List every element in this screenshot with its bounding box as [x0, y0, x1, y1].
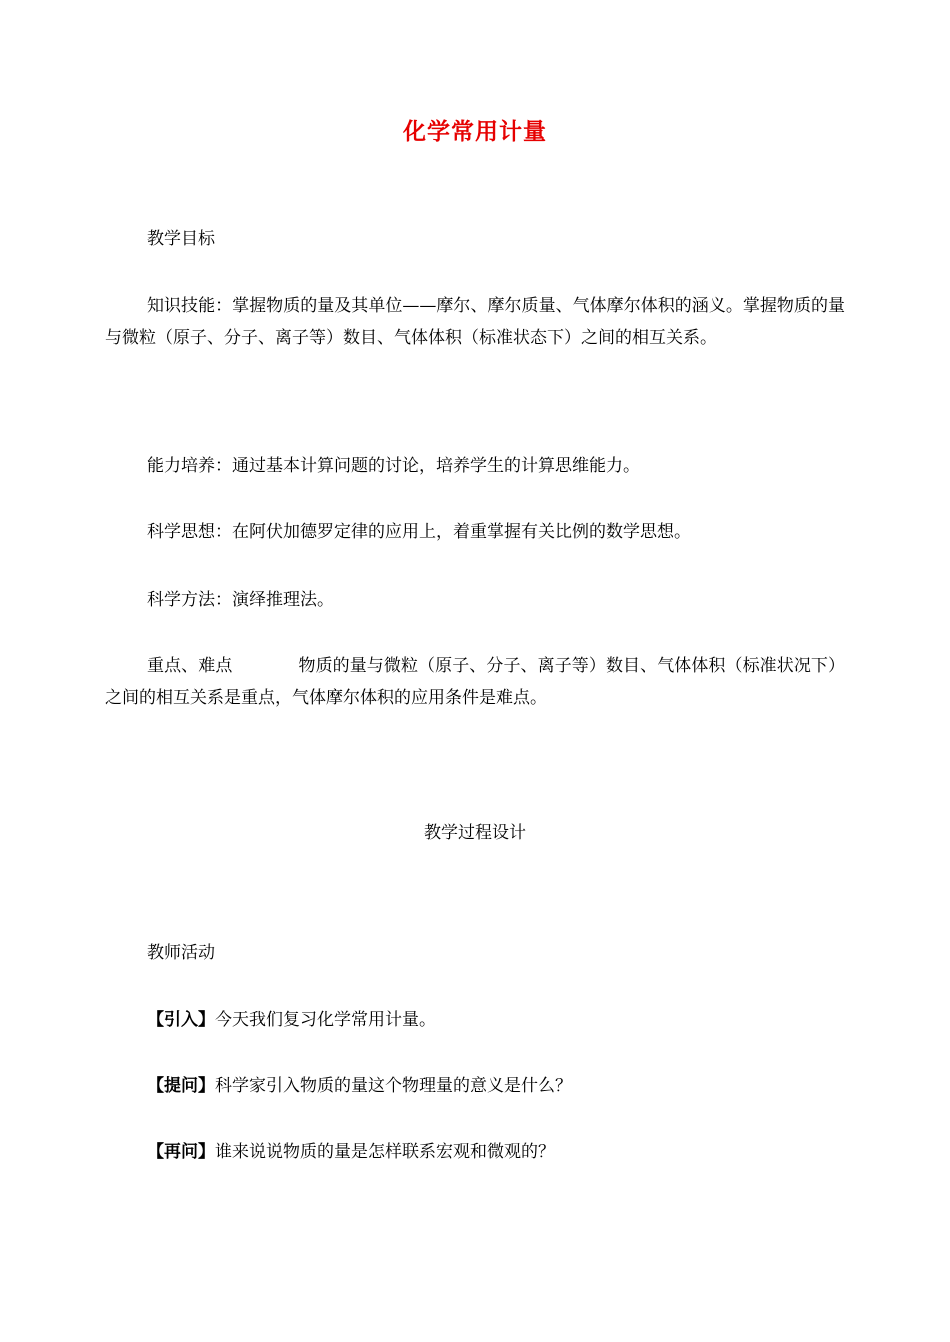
intro-text: 今天我们复习化学常用计量。 [215, 1010, 436, 1030]
objectives-heading: 教学目标 [147, 229, 215, 249]
requestion-text: 谁来说说物质的量是怎样联系宏观和微观的？ [215, 1142, 555, 1162]
key-points-text: 物质的量与微粒（原子、分子、离子等）数目、气体体积（标准状况下）之间的相互关系是重点，气体摩尔体积的应用条件是难点。 [105, 656, 845, 708]
science-method-paragraph: 科学方法：演绎推理法。 [147, 590, 334, 610]
question-line [105, 1070, 845, 1102]
document-title: 化学常用计量 [403, 119, 547, 145]
ability-paragraph: 能力培养：通过基本计算问题的讨论，培养学生的计算思维能力。 [147, 456, 640, 476]
intro-line [105, 1004, 845, 1036]
question-text: 科学家引入物质的量这个物理量的意义是什么？ [215, 1076, 572, 1096]
process-heading: 教学过程设计 [424, 823, 526, 843]
requestion-tag: 【再问】 [147, 1142, 215, 1162]
key-points-label: 重点、难点 [147, 656, 233, 676]
teacher-activity-heading: 教师活动 [147, 943, 215, 963]
requestion-line [105, 1136, 845, 1168]
intro-tag: 【引入】 [147, 1010, 215, 1030]
question-tag: 【提问】 [147, 1076, 215, 1096]
key-points-paragraph [105, 650, 845, 714]
science-thought-paragraph: 科学思想：在阿伏加德罗定律的应用上，着重掌握有关比例的数学思想。 [147, 522, 691, 542]
knowledge-skills-paragraph: 知识技能：掌握物质的量及其单位——摩尔、摩尔质量、气体摩尔体积的涵义。掌握物质的量与微粒（原子、分子、离子等）数目、气体体积（标准状态下）之间的相互关系。 [105, 296, 845, 348]
